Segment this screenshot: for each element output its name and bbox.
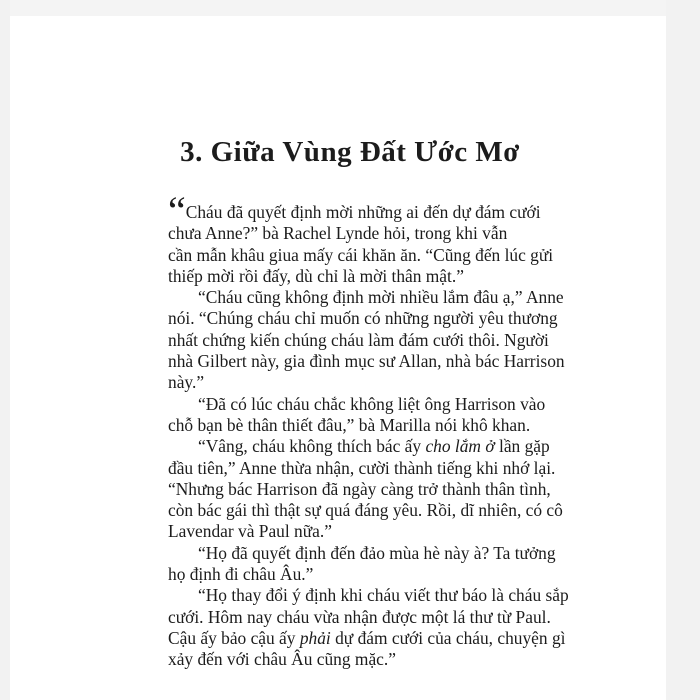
text-line: này.” bbox=[168, 372, 205, 393]
chapter-title: 3. Giữa Vùng Đất Ước Mơ bbox=[180, 136, 520, 169]
text-line: “Cháu cũng không định mời nhiều lắm đâu ạ,” Anne bbox=[198, 287, 564, 308]
text-line: họ định đi châu Âu.” bbox=[168, 564, 314, 585]
scan-left-edge bbox=[0, 0, 10, 700]
text-line: chưa Anne?” bà Rachel Lynde hỏi, trong khi vẫn bbox=[168, 223, 508, 244]
text-line: cưới. Hôm nay cháu vừa nhận được một lá thư từ Paul. bbox=[168, 606, 551, 627]
scan-right-edge bbox=[666, 0, 700, 700]
text-line: “Nhưng bác Harrison đã ngày càng trở thành thân tình, bbox=[168, 478, 551, 499]
paragraph bbox=[168, 585, 638, 670]
text-line: “Đã có lúc cháu chắc không liệt ông Harrison vào bbox=[198, 393, 546, 414]
text-line: còn bác gái thì thật sự quá đáng yêu. Rồi, dĩ nhiên, có cô bbox=[168, 500, 563, 521]
text-line: thiếp mời rồi đấy, dù chỉ là mời thân mật.” bbox=[168, 265, 464, 286]
text-line: xảy đến với châu Âu cũng mặc.” bbox=[168, 649, 396, 670]
chapter-body bbox=[168, 188, 638, 671]
text-line: “Cháu đã quyết định mời những ai đến dự đám cưới bbox=[168, 188, 541, 233]
text-line: cần mẫn khâu giua mấy cái khăn ăn. “Cũng đến lúc gửi bbox=[168, 244, 554, 265]
paragraph bbox=[168, 436, 638, 542]
text-line: nói. “Chúng cháu chỉ muốn có những người yêu thương bbox=[168, 308, 558, 329]
text-line: “Họ thay đổi ý định khi cháu viết thư báo là cháu sắp bbox=[198, 585, 569, 606]
text-line: Lavendar và Paul nữa.” bbox=[168, 521, 332, 542]
text-line: nhà Gilbert này, gia đình mục sư Allan, nhà bác Harrison bbox=[168, 351, 565, 372]
paragraph bbox=[168, 188, 638, 287]
text-line: “Họ đã quyết định đến đảo mùa hè này à? Ta tưởng bbox=[198, 542, 556, 563]
paragraph bbox=[168, 287, 638, 393]
scan-top-edge bbox=[0, 0, 700, 16]
text-line: đầu tiên,” Anne thừa nhận, cười thành tiếng khi nhớ lại. bbox=[168, 457, 556, 478]
paragraph bbox=[168, 394, 638, 437]
text-line: nhất chứng kiến chúng cháu làm đám cưới thôi. Người bbox=[168, 329, 549, 350]
text-line: Cậu ấy bảo cậu ấy phải dự đám cưới của cháu, chuyện gì bbox=[168, 627, 566, 648]
paragraph bbox=[168, 543, 638, 586]
text-line: chỗ bạn bè thân thiết đâu,” bà Marilla nói khô khan. bbox=[168, 414, 531, 435]
text-line: “Vâng, cháu không thích bác ấy cho lắm ở lần gặp bbox=[198, 436, 550, 457]
